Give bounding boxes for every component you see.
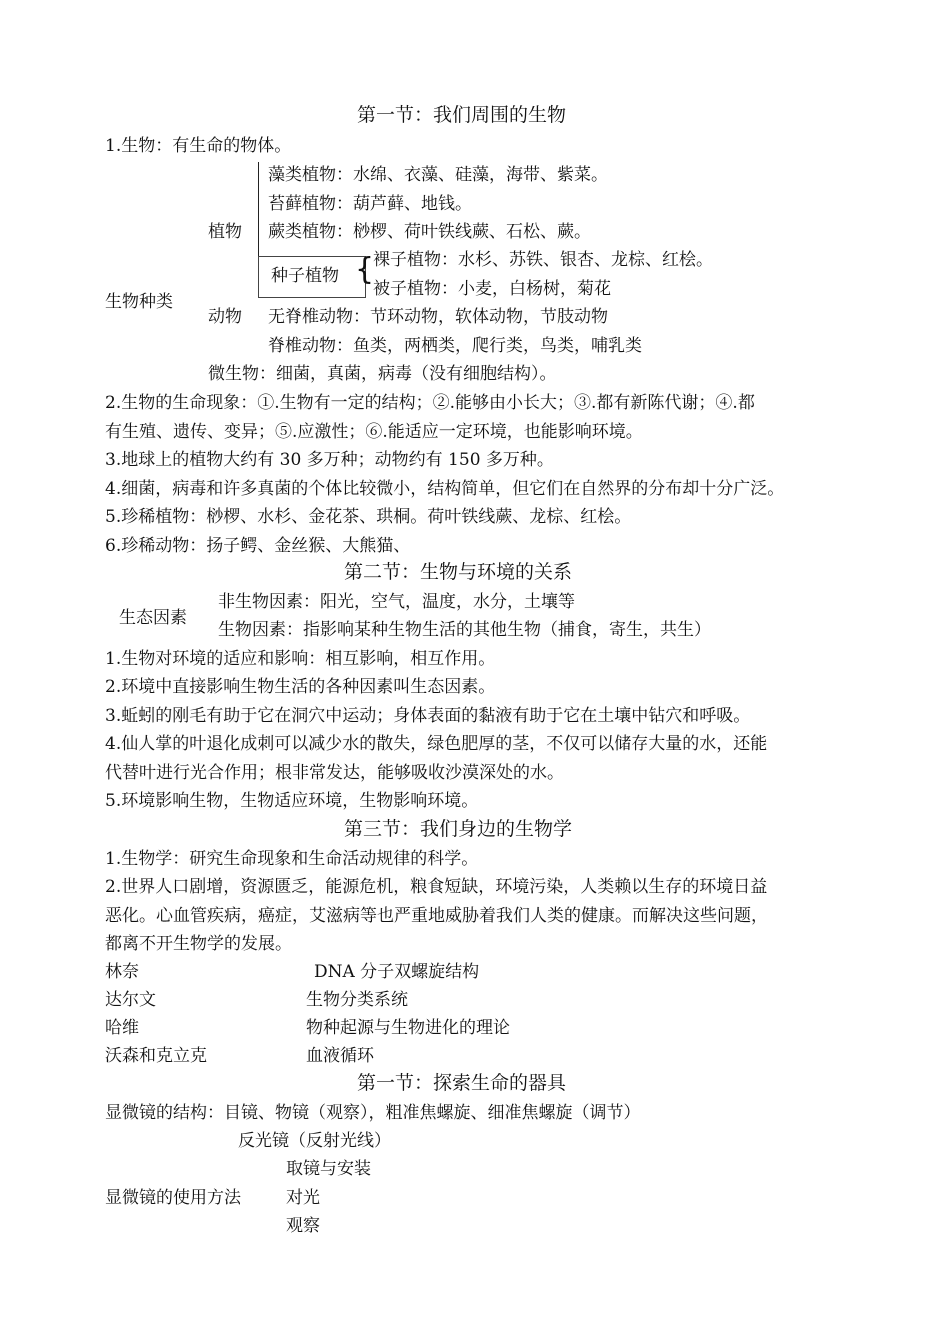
section-title-4: 第一节：探索生命的器具 xyxy=(357,1072,567,1094)
para-1-3: 3.地球上的植物大约有 30 多万种；动物约有 150 多万种。 xyxy=(105,450,554,470)
para-1-6: 6.珍稀动物：扬子鳄、金丝猴、大熊猫、 xyxy=(105,536,411,556)
tree-invert: 无脊椎动物：节环动物，软体动物，节肢动物 xyxy=(268,307,608,327)
tree-moss: 苔藓植物：葫芦藓、地钱。 xyxy=(268,194,472,214)
tree-seed-label: 种子植物 xyxy=(271,266,339,286)
tree-gymno: 裸子植物：水杉、苏铁、银杏、龙棕、红桧。 xyxy=(373,250,713,270)
scientist-work: 血液循环 xyxy=(306,1046,374,1066)
microscope-mirror: 反光镜（反射光线） xyxy=(238,1131,391,1151)
tree-micro: 微生物：细菌，真菌，病毒（没有细胞结构）。 xyxy=(208,364,557,384)
tree-vert: 脊椎动物：鱼类，两栖类，爬行类，鸟类，哺乳类 xyxy=(268,336,642,356)
microscope-step-2: 对光 xyxy=(286,1188,320,1208)
para-1-5: 5.珍稀植物：桫椤、水杉、金花茶、珙桐。荷叶铁线蕨、龙棕、红桧。 xyxy=(105,507,632,527)
eco-root: 生态因素 xyxy=(119,608,187,628)
para-2-1: 1.生物对环境的适应和影响：相互影响，相互作用。 xyxy=(105,649,496,669)
para-2-3: 3.蚯蚓的刚毛有助于它在洞穴中运动；身体表面的黏液有助于它在土壤中钻穴和呼吸。 xyxy=(105,706,751,726)
seed-brace: { xyxy=(355,252,375,287)
para-1-4: 4.细菌，病毒和许多真菌的个体比较微小，结构简单，但它们在自然界的分布却十分广泛。 xyxy=(105,479,785,499)
tree-animal-label: 动物 xyxy=(208,307,242,327)
scientist-name: 林奈 xyxy=(105,962,139,982)
tree-angio: 被子植物：小麦，白杨树，菊花 xyxy=(373,279,611,299)
para-1-2b: 有生殖、遗传、变异；⑤.应激性；⑥.能适应一定环境，也能影响环境。 xyxy=(105,422,643,442)
para-1-1: 1.生物：有生命的物体。 xyxy=(105,136,292,156)
scientist-name: 沃森和克立克 xyxy=(105,1046,207,1066)
para-3-1: 1.生物学：研究生命现象和生命活动规律的科学。 xyxy=(105,849,479,869)
eco-abiotic: 非生物因素：阳光，空气，温度，水分，土壤等 xyxy=(218,592,575,612)
microscope-step-3: 观察 xyxy=(286,1216,320,1236)
microscope-use-label: 显微镜的使用方法 xyxy=(105,1188,241,1208)
section-title-3: 第三节：我们身边的生物学 xyxy=(344,818,573,840)
para-1-2a: 2.生物的生命现象：①.生物有一定的结构；②.能够由小长大；③.都有新陈代谢；④.都 xyxy=(105,393,755,413)
scientist-work: 生物分类系统 xyxy=(306,990,408,1010)
para-2-4b: 代替叶进行光合作用；根非常发达，能够吸收沙漠深处的水。 xyxy=(105,763,564,783)
microscope-structure: 显微镜的结构：目镜、物镜（观察），粗准焦螺旋、细准焦螺旋（调节） xyxy=(105,1103,641,1123)
scientist-name: 达尔文 xyxy=(105,990,156,1010)
scientist-name: 哈维 xyxy=(105,1018,139,1038)
para-3-2b: 恶化。心血管疾病，癌症，艾滋病等也严重地威胁着我们人类的健康。而解决这些问题， xyxy=(105,906,768,926)
section-title-1: 第一节：我们周围的生物 xyxy=(357,104,567,126)
para-2-4a: 4.仙人掌的叶退化成刺可以减少水的散失，绿色肥厚的茎，不仅可以储存大量的水，还能 xyxy=(105,734,768,754)
para-3-2a: 2.世界人口剧增，资源匮乏，能源危机，粮食短缺，环境污染，人类赖以生存的环境日益 xyxy=(105,877,768,897)
para-2-5: 5.环境影响生物，生物适应环境，生物影响环境。 xyxy=(105,791,479,811)
tree-fern: 蕨类植物：桫椤、荷叶铁线蕨、石松、蕨。 xyxy=(268,222,591,242)
tree-plant-label: 植物 xyxy=(208,222,242,242)
para-2-2: 2.环境中直接影响生物生活的各种因素叫生态因素。 xyxy=(105,677,496,697)
scientist-work: DNA 分子双螺旋结构 xyxy=(314,962,480,982)
microscope-step-1: 取镜与安装 xyxy=(286,1159,371,1179)
scientist-work: 物种起源与生物进化的理论 xyxy=(306,1018,510,1038)
eco-biotic: 生物因素：指影响某种生物生活的其他生物（捕食，寄生，共生） xyxy=(218,620,711,640)
para-3-2c: 都离不开生物学的发展。 xyxy=(105,934,292,954)
tree-root: 生物种类 xyxy=(105,292,173,312)
tree-algae: 藻类植物：水绵、衣藻、硅藻，海带、紫菜。 xyxy=(268,165,608,185)
section-title-2: 第二节：生物与环境的关系 xyxy=(344,561,573,583)
